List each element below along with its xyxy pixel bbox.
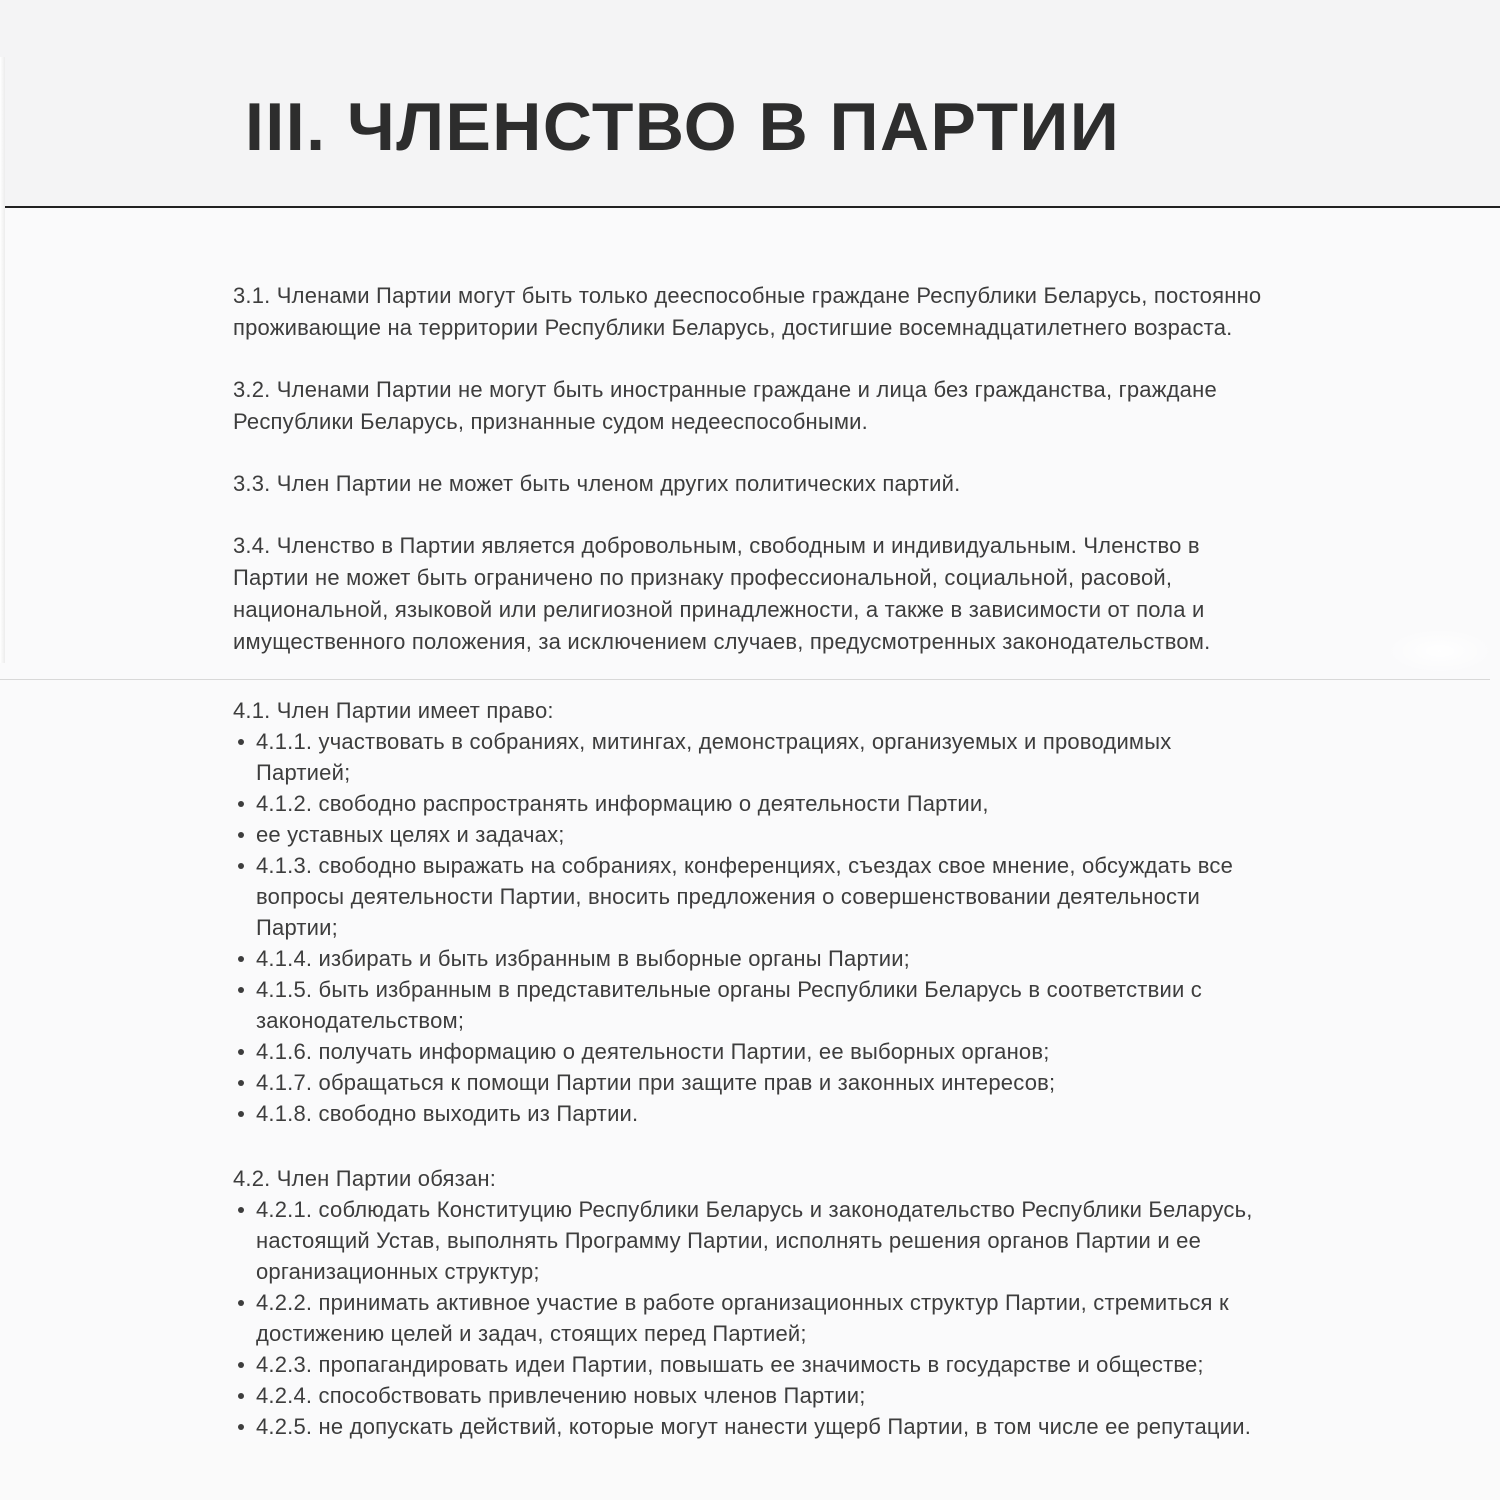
rights-list-intro: 4.1. Член Партии имеет право: [233,698,554,723]
duties-list [233,1194,1270,1442]
rights-list [233,726,1270,1129]
membership-conditions-section [0,208,1500,679]
list-item: 4.1.4. избирать и быть избранным в выборные органы Партии; [233,943,1270,974]
paragraph-3-3: 3.3. Член Партии не может быть членом других политических партий. [233,471,961,496]
page-title: III. ЧЛЕНСТВО В ПАРТИИ [245,89,1121,165]
list-item: 4.1.6. получать информацию о деятельности Партии, ее выборных органов; [233,1036,1270,1067]
list-item: ее уставных целях и задачах; [233,819,1270,850]
list-item: 4.2.1. соблюдать Конституцию Республики Беларусь и законодательство Республики Беларусь, настоящий Устав, выполнять Программу Партии, исполнять решения органов Партии и ее организационных структур; [233,1194,1270,1287]
member-rights-duties-section [0,680,1500,1442]
list-item: 4.1.2. свободно распространять информацию о деятельности Партии, [233,788,1270,819]
list-item: 4.2.3. пропагандировать идеи Партии, повышать ее значимость в государстве и обществе; [233,1349,1270,1380]
list-item: 4.1.8. свободно выходить из Партии. [233,1098,1270,1129]
page-edge-strip [0,57,5,663]
duties-list-intro: 4.2. Член Партии обязан: [233,1166,497,1191]
list-item: 4.1.5. быть избранным в представительные органы Республики Беларусь в соответствии с законодательством; [233,974,1270,1036]
list-item: 4.1.3. свободно выражать на собраниях, конференциях, съездах свое мнение, обсуждать все вопросы деятельности Партии, вносить предложения о совершенствовании деятельности Партии; [233,850,1270,943]
list-item: 4.2.2. принимать активное участие в работе организационных структур Партии, стремиться к достижению целей и задач, стоящих перед Партией; [233,1287,1270,1349]
list-item: 4.1.1. участвовать в собраниях, митингах, демонстрациях, организуемых и проводимых Партией; [233,726,1270,788]
header-band [0,0,1500,206]
paragraph-3-1: 3.1. Членами Партии могут быть только дееспособные граждане Республики Беларусь, постоянно проживающие на территории Республики Беларусь, достигшие восемнадцатилетнего возраста. [233,283,1262,340]
list-item: 4.1.7. обращаться к помощи Партии при защите прав и законных интересов; [233,1067,1270,1098]
paragraph-3-2: 3.2. Членами Партии не могут быть иностранные граждане и лица без гражданства, граждане Республики Беларусь, признанные судом недееспособными. [233,377,1217,434]
list-item: 4.2.5. не допускать действий, которые могут нанести ущерб Партии, в том числе ее репутации. [233,1411,1270,1442]
list-item: 4.2.4. способствовать привлечению новых членов Партии; [233,1380,1270,1411]
paragraph-3-4: 3.4. Членство в Партии является добровольным, свободным и индивидуальным. Членство в Партии не может быть ограничено по признаку профессиональной, социальной, расовой, национальной, языковой или религиозной принадлежности, а также в зависимости от пола и имущественного положения, за исключением случаев, предусмотренных законодательством. [233,533,1211,654]
